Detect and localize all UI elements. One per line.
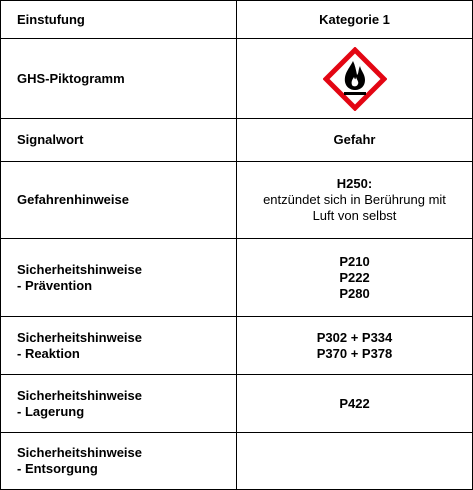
hazard-code: H250: — [336, 176, 373, 191]
reaction-label — [1, 317, 237, 375]
disposal-label-line-1: Sicherheitshinweise — [17, 445, 142, 460]
precaution-code: P422 — [339, 395, 370, 411]
pictogram-row — [1, 39, 473, 119]
disposal-label — [1, 433, 237, 490]
storage-row — [1, 375, 473, 433]
prevention-label-line-2: - Prävention — [17, 277, 93, 293]
storage-label-line-1: Sicherheitshinweise — [17, 387, 142, 403]
signal-word-label: Signalwort — [1, 119, 237, 162]
signal-word-value: Gefahr — [237, 119, 473, 162]
storage-label — [1, 375, 237, 433]
hazard-statements-label: Gefahrenhinweise — [1, 162, 237, 239]
hazard-text-line-2: Luft von selbst — [312, 208, 397, 223]
prevention-row — [1, 239, 473, 317]
header-row — [1, 1, 473, 39]
precaution-code: P302 + P334 — [316, 329, 393, 345]
prevention-label — [1, 239, 237, 317]
reaction-label-line-1: Sicherheitshinweise — [17, 329, 142, 345]
precaution-code: P280 — [339, 285, 370, 301]
reaction-codes — [237, 317, 473, 375]
precaution-code: P210 — [339, 253, 370, 269]
precaution-code: P370 + P378 — [316, 345, 393, 361]
reaction-row — [1, 317, 473, 375]
disposal-row — [1, 433, 473, 490]
storage-label-line-2: - Lagerung — [17, 403, 85, 419]
header-classification: Einstufung — [1, 1, 237, 39]
prevention-codes — [237, 239, 473, 317]
ghs02-flame-icon — [323, 47, 387, 111]
disposal-label-line-2: - Entsorgung — [17, 461, 98, 476]
reaction-label-line-2: - Reaktion — [17, 345, 80, 361]
signal-word-row — [1, 119, 473, 162]
disposal-value — [237, 433, 473, 490]
hazard-statements-value — [237, 162, 473, 239]
hazard-statements-row — [1, 162, 473, 239]
prevention-label-line-1: Sicherheitshinweise — [17, 261, 142, 277]
header-category: Kategorie 1 — [237, 1, 473, 39]
precaution-code: P222 — [339, 269, 370, 285]
pictogram-label: GHS-Piktogramm — [1, 39, 237, 119]
storage-codes — [237, 375, 473, 433]
hazard-text-line-1: entzündet sich in Berührung mit — [263, 192, 446, 207]
pictogram-cell — [237, 39, 473, 119]
